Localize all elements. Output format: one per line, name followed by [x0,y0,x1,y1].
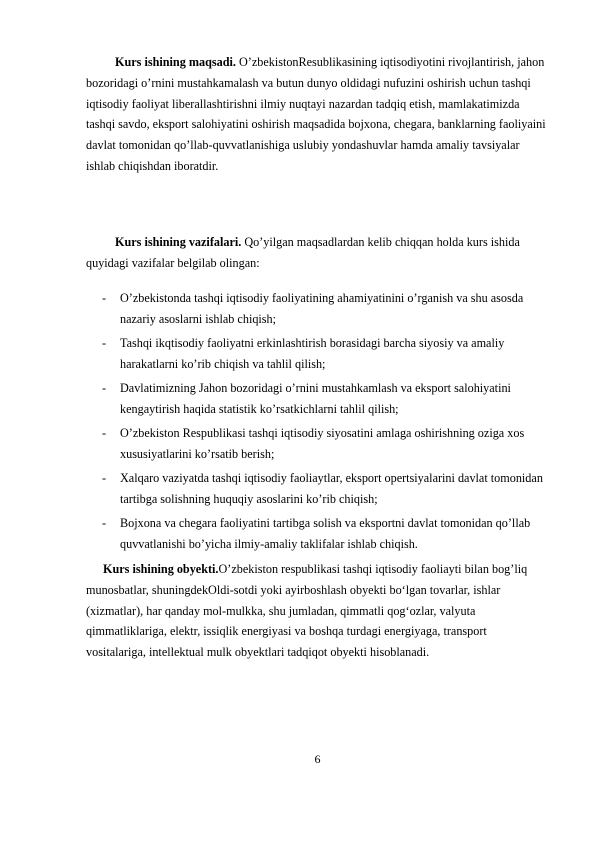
object-heading: Kurs ishining obyekti. [103,562,219,576]
list-dash: - [102,336,107,350]
list-item [86,378,548,420]
list-item-text: Tashqi ikqtisodiy faoliyatni erkinlashtirish borasidagi barcha siyosiy va amaliy harakatlarni ko’rib chiqish va tahlil qilish; [120,336,505,371]
tasks-paragraph [86,232,548,274]
object-text: O’zbekiston respublikasi tashqi iqtisodiy faoliayti bilan bog’liq munosbatlar, shuningdekOldi-sotdi yoki ayirboshlash obyekti bo‘lgan tovarlar, ishlar (xizmatlar), har qanday mol-mulkka, shu jumladan, qimmatli qog‘ozlar, valyuta qimmatliklariga, elektr, issiqlik energiyasi va boshqa turdagi energiyaga, transport vositalariga, intellektual mulk obyektlari tadqiqot obyekti hisoblanadi. [86,562,528,660]
page-number: 6 [314,752,321,766]
list-item [86,333,548,375]
goal-paragraph [86,52,548,177]
goal-heading: Kurs ishining maqsadi. [115,55,236,69]
list-item-text: Bojxona va chegara faoliyatini tartibga solish va eksportni davlat tomonidan qo’llab quvvatlanishi bo’yicha ilmiy-amaliy taklifalar ishlab chiqish. [120,516,531,551]
list-item [86,288,548,330]
list-dash: - [102,516,107,530]
list-item [86,513,548,555]
list-dash: - [102,426,107,440]
tasks-heading: Kurs ishining vazifalari. [115,235,242,249]
list-item [86,423,548,465]
list-item-text: O’zbekistonda tashqi iqtisodiy faoliyatining ahamiyatinini o’rganish va shu asosda nazariy asoslarni ishlab chiqish; [120,291,524,326]
goal-text: O’zbekistonResublikasining iqtisodiyotini rivojlantirish, jahon bozoridagi o’rnini mustahkamalash va butun dunyo oldidagi nufuzini oshirish uchun tashqi iqtisodiy faoliyat liberallashtirishni ilmiy nuqtayi nazardan tadqiq etish, mamlakatimizda tashqi savdo, eksport salohiyatini oshirish maqsadida bojxona, chegara, banklarning faoliyaini davlat tomonidan qo’llab-quvvatlanishiga uslubiy yondashuvlar hamda amaliy tavsiyalar ishlab chiqishdan iboratdir. [86,55,546,173]
list-dash: - [102,471,107,485]
list-dash: - [102,291,107,305]
tasks-text: Qo’yilgan maqsadlardan kelib chiqqan holda kurs ishida quyidagi vazifalar belgilab olingan: [86,235,520,270]
list-item-text: Davlatimizning Jahon bozoridagi o’rnini mustahkamlash va eksport salohiyatini kengaytirish haqida statistik ko’rsatkichlarni tahlil qilish; [120,381,511,416]
list-item [86,468,548,510]
list-dash: - [102,381,107,395]
list-item-text: Xalqaro vaziyatda tashqi iqtisodiy faoliaytlar, eksport opertsiyalarini davlat tomonidan tartibga solishning huquqiy asoslarini ko’rib chiqish; [120,471,543,506]
list-item-text: O’zbekiston Respublikasi tashqi iqtisodiy siyosatini amlaga oshirishning oziga xos xususiyatlarini ko’rsatib berish; [120,426,525,461]
object-paragraph [86,559,548,663]
